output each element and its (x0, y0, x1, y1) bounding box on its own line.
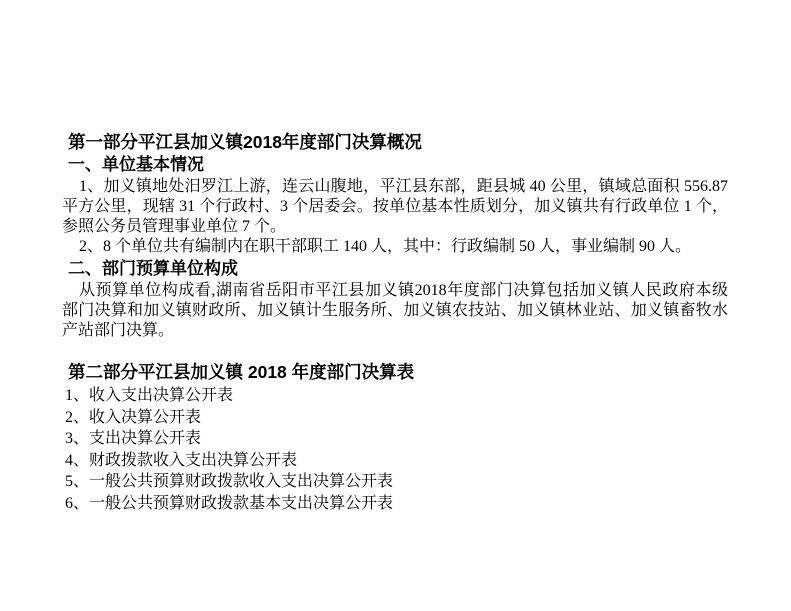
part2-table-item-5: 5、一般公共预算财政拨款收入支出决算公开表 (65, 473, 394, 490)
part2-table-item-1: 1、收入支出决算公开表 (65, 387, 234, 404)
part2-table-item-2: 2、收入决算公开表 (65, 408, 202, 426)
part2-table-item-3: 3、支出决算公开表 (65, 430, 202, 447)
part1-title: 第一部分平江县加义镇2018年度部门决算概况 (68, 132, 422, 152)
document-body (62, 131, 728, 514)
section1-heading: 一、单位基本情况 (68, 155, 204, 174)
part2-table-item-6: 6、一般公共预算财政拨款基本支出决算公开表 (65, 494, 394, 512)
part2-table-item-4: 4、财政拨款收入支出决算公开表 (65, 451, 298, 469)
section1-para1-line1: 1、加义镇地处汨罗江上游，连云山腹地，平江县东部，距县城 40 公里，镇域总面积 556.87 (79, 178, 728, 195)
section2-para1-line2: 部门决算和加义镇财政所、加义镇计生服务所、加义镇农技站、加义镇林业站、加义镇畜牧水 (62, 302, 728, 319)
section2-para1-line1: 从预算单位构成看,湖南省岳阳市平江县加义镇2018年度部门决算包括加义镇人民政府本级 (79, 282, 728, 299)
section2-heading: 二、部门预算单位构成 (68, 259, 238, 278)
section2-para1-line3: 产站部门决算。 (62, 322, 175, 339)
section1-para1-line2: 平方公里，现辖 31 个行政村、3 个居委会。按单位基本性质划分，加义镇共有行政单位 1 个， (62, 198, 728, 215)
part2-title: 第二部分平江县加义镇 2018 年度部门决算表 (68, 362, 415, 382)
section1-para1-line3: 参照公务员管理事业单位 7 个。 (62, 218, 287, 235)
section1-para2: 2、8 个单位共有编制内在职干部职工 140 人，其中：行政编制 50 人，事业编制 90 人。 (79, 238, 692, 255)
